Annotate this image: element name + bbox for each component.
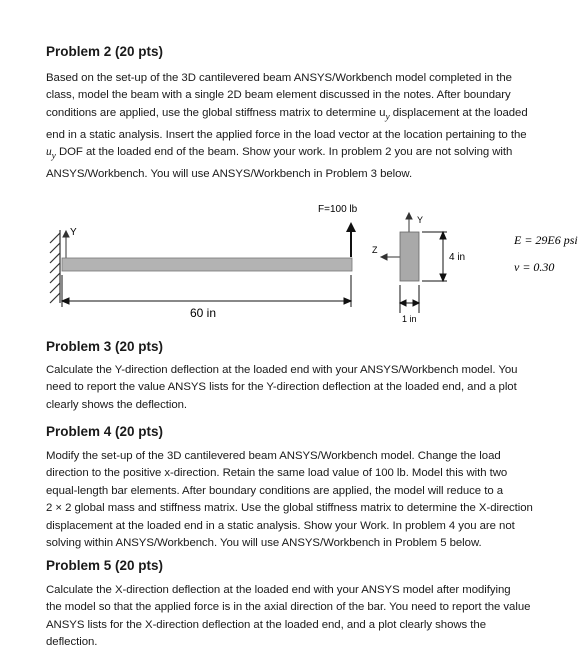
height-label: 4 in — [449, 252, 466, 263]
problem-2-line-4: end in a static analysis. Insert the applied force in the load vector at the location pertaining to the — [46, 128, 527, 141]
problem-5-text — [46, 582, 560, 652]
poisson-ratio: ν = 0.30 — [514, 260, 555, 274]
problem-3-line-3: clearly shows the deflection. — [46, 398, 188, 411]
problem-2-heading: Problem 2 (20 pts) — [46, 44, 164, 59]
problem-5-line-4: deflection. — [46, 636, 98, 649]
problem-5-line-1: Calculate the X-direction deflection at the loaded end with your ANSYS model after modifying — [46, 584, 511, 596]
youngs-modulus: E = 29E6 psi — [514, 233, 578, 247]
cantilever-beam-figure — [0, 195, 588, 340]
problem-2-line-3-text: conditions are applied, use the global stiffness matrix to determine u — [46, 106, 386, 119]
beam — [62, 258, 352, 271]
cross-section — [400, 232, 419, 281]
problem-4-line-3: equal-length bar elements. After boundary conditions are applied, the model will reduce to a — [46, 484, 504, 497]
problem-4-line-6: solving within ANSYS/Workbench. You will use ANSYS/Workbench in Problem 5 below. — [46, 537, 482, 550]
problem-4-text — [46, 448, 560, 552]
problem-5-line-2: the model so that the applied force is in the axial direction of the bar. You need to report the value — [46, 601, 531, 614]
length-dimension — [62, 275, 351, 307]
problem-4-line-4: 2 × 2 global mass and stiffness matrix. Use the global stiffness matrix to determine the X-direction — [46, 502, 533, 515]
section-z-label: Z — [372, 245, 378, 255]
uy-subscript-2: y — [51, 151, 56, 162]
uy-subscript: y — [385, 112, 390, 123]
width-label: 1 in — [402, 314, 417, 324]
uy-symbol: u — [46, 145, 52, 158]
width-dimension — [400, 285, 419, 313]
problem-3-text — [46, 362, 560, 414]
problem-2-text — [46, 70, 560, 183]
problem-3-heading: Problem 3 (20 pts) — [46, 339, 164, 354]
problem-2-line-2: class, model the beam with a single 2D beam element discussed in the notes. After boundary — [46, 89, 511, 102]
problem-5-heading: Problem 5 (20 pts) — [46, 558, 164, 573]
fixed-wall — [50, 230, 60, 303]
y-axis-label: Y — [70, 227, 77, 238]
problem-3-line-2: need to report the value ANSYS lists for the Y-direction deflection at the loaded end, and a plot — [46, 381, 517, 394]
height-dimension — [422, 232, 447, 281]
problem-4-line-5: displacement at the loaded end in a static analysis. Show your Work. In problem 4 you are not — [46, 519, 515, 532]
problem-2-line-3 — [46, 105, 560, 127]
problem-4-line-2: direction to the positive x-direction. Retain the same load value of 100 lb. Model this with two — [46, 467, 508, 480]
problem-2-line-5 — [46, 144, 560, 166]
length-label: 60 in — [190, 306, 217, 320]
force-arrow — [346, 222, 356, 257]
problem-3-line-1: Calculate the Y-direction deflection at the loaded end with your ANSYS/Workbench model. You — [46, 364, 518, 376]
problem-2-line-3-tail: displacement at the loaded — [389, 106, 528, 119]
section-y-label: Y — [417, 215, 424, 225]
problem-2-line-1: Based on the set-up of the 3D cantilevered beam ANSYS/Workbench model completed in the — [46, 72, 512, 84]
problem-4-heading: Problem 4 (20 pts) — [46, 424, 164, 439]
problem-2-line-6: ANSYS/Workbench. You will use ANSYS/Workbench in Problem 3 below. — [46, 167, 413, 180]
force-label: F=100 lb — [318, 204, 358, 215]
problem-4-line-1: Modify the set-up of the 3D cantilevered beam ANSYS/Workbench model. Change the load — [46, 450, 501, 462]
problem-5-line-3: ANSYS lists for the X-direction deflection at the loaded end, and a plot clearly shows the — [46, 618, 486, 631]
problem-2-line-5-tail: DOF at the loaded end of the beam. Show your work. In problem 2 you are not solving with — [55, 145, 513, 158]
